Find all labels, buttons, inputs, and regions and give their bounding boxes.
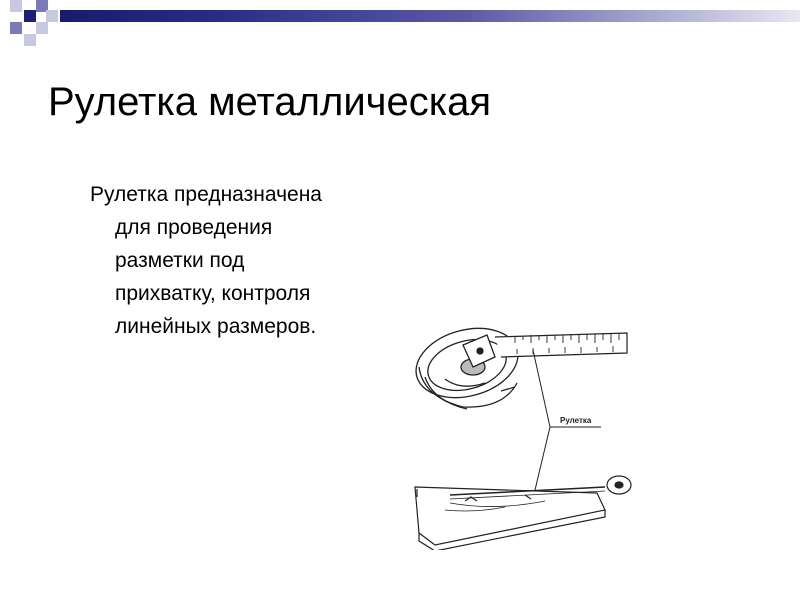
tape-coil-drawing — [408, 318, 526, 409]
slide-body — [90, 178, 400, 343]
tape-blade-drawing — [495, 333, 627, 357]
figure-label: Рулетка — [560, 416, 592, 425]
decor-square — [10, 0, 22, 12]
body-line: Рулетка предназначена — [90, 183, 322, 206]
body-line: линейных размеров. — [115, 315, 317, 338]
slide-title: Рулетка металлическая — [48, 80, 492, 124]
decorative-header-band — [0, 0, 800, 52]
decor-square — [10, 22, 22, 34]
body-line: разметки под — [115, 249, 245, 272]
decor-square — [36, 22, 48, 34]
decor-square — [24, 34, 36, 46]
body-line: прихватку, контроля — [115, 282, 311, 305]
decor-square — [24, 10, 36, 22]
header-gradient-bar — [60, 10, 800, 22]
body-line: для проведения — [115, 216, 273, 239]
metal-plate-drawing — [415, 476, 631, 550]
tape-measure-illustration — [405, 305, 655, 550]
decor-square — [46, 10, 58, 22]
